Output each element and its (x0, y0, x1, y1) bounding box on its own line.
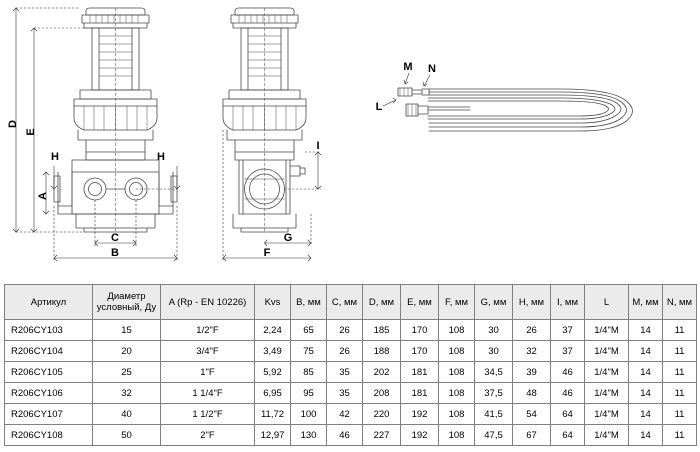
cell-m: 14 (629, 383, 663, 404)
cell-i: 37 (551, 341, 585, 362)
cell-h: 48 (513, 383, 551, 404)
cell-kvs: 3,49 (255, 341, 291, 362)
dim-label-B: B (111, 247, 119, 259)
table-row (5, 341, 697, 362)
cell-b: 75 (291, 341, 327, 362)
cell-kvs: 5,92 (255, 362, 291, 383)
cell-a: 3/4"F (161, 341, 255, 362)
cell-kvs: 12,97 (255, 425, 291, 446)
dim-label-H-right: H (157, 151, 165, 163)
cell-h: 26 (513, 320, 551, 341)
col-header-c: C, мм (327, 285, 363, 320)
cell-l: 1/4"M (585, 341, 629, 362)
cell-l: 1/4"M (585, 425, 629, 446)
dim-label-G: G (283, 232, 293, 244)
col-header-e: E, мм (401, 285, 439, 320)
cell-f: 108 (439, 383, 475, 404)
cell-h: 39 (513, 362, 551, 383)
cell-b: 100 (291, 404, 327, 425)
table-row (5, 362, 697, 383)
cell-f: 108 (439, 425, 475, 446)
cell-i: 46 (551, 383, 585, 404)
cell-n: 11 (663, 404, 697, 425)
cell-a: 1/2"F (161, 320, 255, 341)
cell-m: 14 (629, 341, 663, 362)
cell-nominal-diameter: 50 (93, 425, 161, 446)
cell-e: 192 (401, 425, 439, 446)
cell-nominal-diameter: 20 (93, 341, 161, 362)
cell-i: 46 (551, 362, 585, 383)
cell-a: 1 1/4"F (161, 383, 255, 404)
cell-article: R206CY108 (5, 425, 93, 446)
cell-g: 30 (475, 341, 513, 362)
cell-kvs: 11,72 (255, 404, 291, 425)
col-header-l: L (585, 285, 629, 320)
cell-nominal-diameter: 32 (93, 383, 161, 404)
col-header-g: G, мм (475, 285, 513, 320)
cell-d: 188 (363, 341, 401, 362)
table-row (5, 320, 697, 341)
cell-a: 1"F (161, 362, 255, 383)
dim-label-H-left: H (51, 151, 59, 163)
cell-g: 37,5 (475, 383, 513, 404)
cell-g: 41,5 (475, 404, 513, 425)
col-header-m: M, мм (629, 285, 663, 320)
cell-article: R206CY106 (5, 383, 93, 404)
table-row (5, 383, 697, 404)
cell-h: 67 (513, 425, 551, 446)
cell-e: 192 (401, 404, 439, 425)
cell-c: 26 (327, 341, 363, 362)
cell-a: 1 1/2"F (161, 404, 255, 425)
cell-f: 108 (439, 341, 475, 362)
cell-d: 185 (363, 320, 401, 341)
cell-i: 64 (551, 404, 585, 425)
table-row (5, 404, 697, 425)
dim-label-N: N (428, 63, 436, 75)
dim-label-I: I (316, 140, 320, 152)
cell-n: 11 (663, 320, 697, 341)
specification-table-container (4, 284, 696, 446)
cell-f: 108 (439, 362, 475, 383)
col-header-f: F, мм (439, 285, 475, 320)
specification-table (4, 284, 697, 446)
cell-kvs: 2,24 (255, 320, 291, 341)
cell-nominal-diameter: 25 (93, 362, 161, 383)
cell-g: 30 (475, 320, 513, 341)
cell-n: 11 (663, 341, 697, 362)
cell-d: 220 (363, 404, 401, 425)
dim-label-A: A (37, 192, 49, 200)
dim-label-C: C (111, 232, 119, 244)
cell-c: 46 (327, 425, 363, 446)
cell-article: R206CY104 (5, 341, 93, 362)
cell-b: 65 (291, 320, 327, 341)
dim-label-D: D (7, 120, 19, 128)
cell-m: 14 (629, 320, 663, 341)
cell-article: R206CY105 (5, 362, 93, 383)
col-header-nominal-diameter (93, 285, 161, 320)
cell-n: 11 (663, 383, 697, 404)
cell-l: 1/4"M (585, 320, 629, 341)
cell-article: R206CY107 (5, 404, 93, 425)
cell-b: 130 (291, 425, 327, 446)
dim-label-F: F (263, 247, 271, 259)
cell-n: 11 (663, 425, 697, 446)
cell-m: 14 (629, 362, 663, 383)
cell-l: 1/4"M (585, 404, 629, 425)
cell-kvs: 6,95 (255, 383, 291, 404)
cell-b: 85 (291, 362, 327, 383)
dim-label-M: M (403, 61, 413, 73)
col-header-kvs: Kvs (255, 285, 291, 320)
dim-label-L: L (375, 101, 383, 113)
cell-i: 64 (551, 425, 585, 446)
table-row (5, 425, 697, 446)
col-header-i: I, мм (551, 285, 585, 320)
cell-l: 1/4"M (585, 383, 629, 404)
cell-article: R206CY103 (5, 320, 93, 341)
col-header-n: N, мм (663, 285, 697, 320)
cell-d: 202 (363, 362, 401, 383)
cell-e: 181 (401, 383, 439, 404)
cell-a: 2"F (161, 425, 255, 446)
cell-e: 170 (401, 320, 439, 341)
cell-i: 37 (551, 320, 585, 341)
col-header-a: A (Rp - EN 10226) (161, 285, 255, 320)
cell-f: 108 (439, 320, 475, 341)
cell-b: 95 (291, 383, 327, 404)
cell-n: 11 (663, 362, 697, 383)
cell-d: 208 (363, 383, 401, 404)
cell-g: 34,5 (475, 362, 513, 383)
table-header-row (5, 285, 697, 320)
cell-c: 35 (327, 362, 363, 383)
cell-c: 26 (327, 320, 363, 341)
col-header-b: B, мм (291, 285, 327, 320)
cell-nominal-diameter: 15 (93, 320, 161, 341)
dim-label-E: E (25, 128, 37, 136)
cell-h: 32 (513, 341, 551, 362)
col-header-nominal-diameter-line2: условный, Ду (96, 302, 157, 313)
cell-nominal-diameter: 40 (93, 404, 161, 425)
cell-m: 14 (629, 425, 663, 446)
cell-c: 35 (327, 383, 363, 404)
col-header-nominal-diameter-line1: Диаметр (107, 291, 146, 302)
cell-l: 1/4"M (585, 362, 629, 383)
cell-d: 227 (363, 425, 401, 446)
col-header-h: H, мм (513, 285, 551, 320)
cell-f: 108 (439, 404, 475, 425)
cell-e: 181 (401, 362, 439, 383)
col-header-article: Артикул (5, 285, 93, 320)
cell-g: 47,5 (475, 425, 513, 446)
cell-c: 42 (327, 404, 363, 425)
cell-h: 54 (513, 404, 551, 425)
cell-e: 170 (401, 341, 439, 362)
col-header-d: D, мм (363, 285, 401, 320)
cell-m: 14 (629, 404, 663, 425)
